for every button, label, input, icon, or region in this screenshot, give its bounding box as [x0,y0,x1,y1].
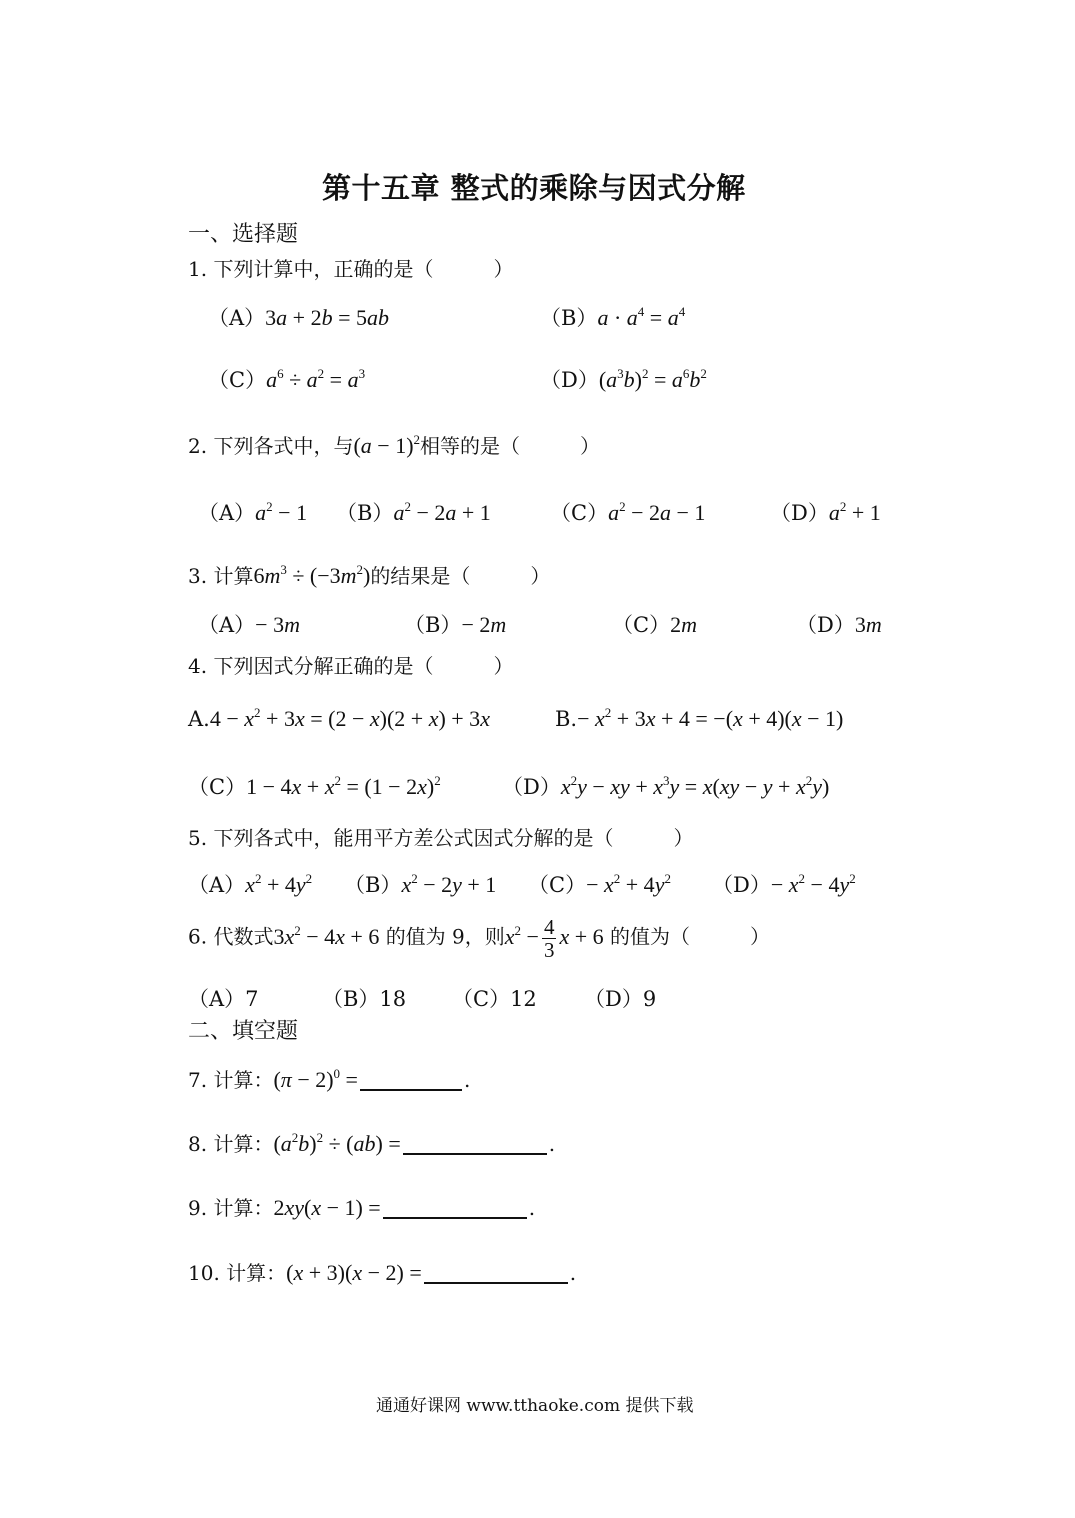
stem-text: 7. 计算： [188,1068,274,1092]
question-1-option-b [540,302,685,332]
stem-expression: 2xy(x − 1) = [273,1195,381,1220]
question-4-option-c [188,771,441,801]
option-expression: − 2m [461,612,507,637]
question-1-option-d [540,364,707,394]
question-3-option-d [796,609,882,639]
answer-blank [403,1133,547,1155]
section-heading-choice: 一、选择题 [188,222,299,247]
question-5-option-d [712,869,856,899]
question-1-option-a [208,302,389,332]
stem-text: 2. 下列各式中，与 [188,434,354,458]
question-3-option-c [612,609,697,639]
option-label: （D） [796,613,855,637]
question-4-option-b [555,706,843,732]
question-6-option-d: （D）9 [584,987,657,1011]
question-5-option-a [188,869,312,899]
option-label: （A） [198,501,256,525]
question-5-option-b [344,869,496,899]
stem-expression: (x + 3)(x − 2) = [286,1260,422,1285]
option-label: （A） [198,613,256,637]
option-expression: $a \cdot a^4 = a^4$ [597,304,686,330]
answer-blank [383,1197,527,1219]
stem-expression: $x^2$ − $\frac{4}{3}$ x + 6 [504,915,604,963]
option-label: （C） [550,501,609,525]
option-label: （D） [502,775,561,799]
option-expression: $4 - x^2 + 3x = (2 - x)(2 + x) + 3x$ [209,705,490,731]
option-expression: − $x^2 + 4y^2$ [586,871,671,897]
option-label: B. [555,707,578,731]
stem-text: 相等的是（ ） [420,434,601,458]
question-6-option-b: （B）18 [322,987,407,1011]
stem-expression: $(\pi - 2)^0$ = [273,1066,358,1092]
stem-text: 的值为 9，则 [385,924,505,949]
question-2-option-a [198,497,307,527]
option-label: （B） [404,613,462,637]
option-label: （C） [612,613,671,637]
option-label: （B） [336,501,394,525]
question-5-option-c [528,869,671,899]
option-expression: $1 - 4x + x^2 = (1 - 2x)^2$ [246,773,441,799]
question-10 [188,1257,576,1286]
option-expression: 3m [854,612,882,637]
option-expression: $a^2 - 1$ [255,499,308,525]
period: . [528,1196,536,1220]
section-heading-fill: 二、填空题 [188,1019,299,1044]
option-expression: − 3m [255,612,300,637]
stem-text: 3. 计算 [188,564,254,588]
stem-text: 6. 代数式 [188,924,274,949]
option-expression: $a^2 - 2a + 1$ [393,499,491,525]
question-1-stem: 1. 下列计算中，正确的是（ ） [188,257,514,281]
question-4-option-d [502,771,829,801]
option-label: （A） [208,306,266,330]
question-2-option-d [770,497,881,527]
period: . [569,1261,577,1285]
question-2-option-c [550,497,705,527]
option-expression: 3a + 2b = 5ab [265,305,390,330]
option-expression: − $x^2 + 3x + 4 = -(x + 4)(x - 1)$ [577,705,844,731]
option-label: A. [188,707,210,731]
option-expression: $x^2y$ − xy + $x^3y = x(xy - y + x^2y)$ [560,773,830,799]
answer-blank [424,1262,568,1284]
option-label: （A） [188,873,246,897]
stem-text: 8. 计算： [188,1132,274,1156]
stem-text: 10. 计算： [188,1261,287,1285]
stem-text: 9. 计算： [188,1196,274,1220]
stem-expression: $(a^2b)^2 \div (ab)$ = [273,1130,401,1156]
answer-blank [360,1069,462,1091]
option-expression: $x^2 + 4y^2$ [245,871,313,897]
question-1-option-c [208,364,365,394]
option-label: （D） [540,368,599,392]
question-6-option-c: （C）12 [452,987,537,1011]
option-expression: $(a^3b)^2 = a^6b^2$ [598,366,707,392]
question-6-stem [188,916,770,961]
option-expression: $a^2 - 2a - 1$ [608,499,706,525]
stem-expression: $(a - 1)^2$ [353,432,421,458]
option-expression: − $x^2 - 4y^2$ [770,871,856,897]
option-label: （C） [208,368,267,392]
period: . [548,1132,556,1156]
question-2-option-b [336,497,491,527]
question-3-option-b [404,609,506,639]
question-3-option-a [198,609,300,639]
fraction [542,916,557,961]
option-label: （B） [344,873,402,897]
stem-text: 的值为（ ） [610,924,771,949]
option-label: （C） [528,873,587,897]
option-expression: $a^6 \div a^2 = a^3$ [266,366,366,392]
stem-expression: $3x^2 - 4x + 6$ [273,922,380,949]
stem-expression: $6m^3 \div (-3m^2)$ [253,562,371,588]
option-expression: $x^2 - 2y + 1$ [401,871,497,897]
period: . [463,1068,471,1092]
option-label: （D） [770,501,829,525]
option-label: （D） [712,873,771,897]
page-title: 第十五章 整式的乘除与因式分解 [322,171,746,205]
question-5-stem: 5. 下列各式中，能用平方差公式因式分解的是（ ） [188,826,694,850]
question-4-option-a [188,706,490,732]
option-label: （C） [188,775,247,799]
question-4-stem: 4. 下列因式分解正确的是（ ） [188,654,514,678]
fraction-numerator: 4 [543,915,555,939]
question-2-stem [188,430,600,459]
question-9 [188,1192,535,1221]
option-expression: $a^2 + 1$ [828,499,881,525]
question-8 [188,1128,555,1157]
fraction-denominator: 3 [543,938,555,963]
option-label: （B） [540,306,598,330]
question-7 [188,1064,470,1093]
option-expression: 2m [670,612,697,637]
question-6-option-a: （A）7 [188,987,259,1011]
stem-text: 的结果是（ ） [370,564,551,588]
footer-credit: 通通好课网 www.tthaoke.com 提供下载 [376,1396,694,1416]
question-3-stem [188,560,550,589]
